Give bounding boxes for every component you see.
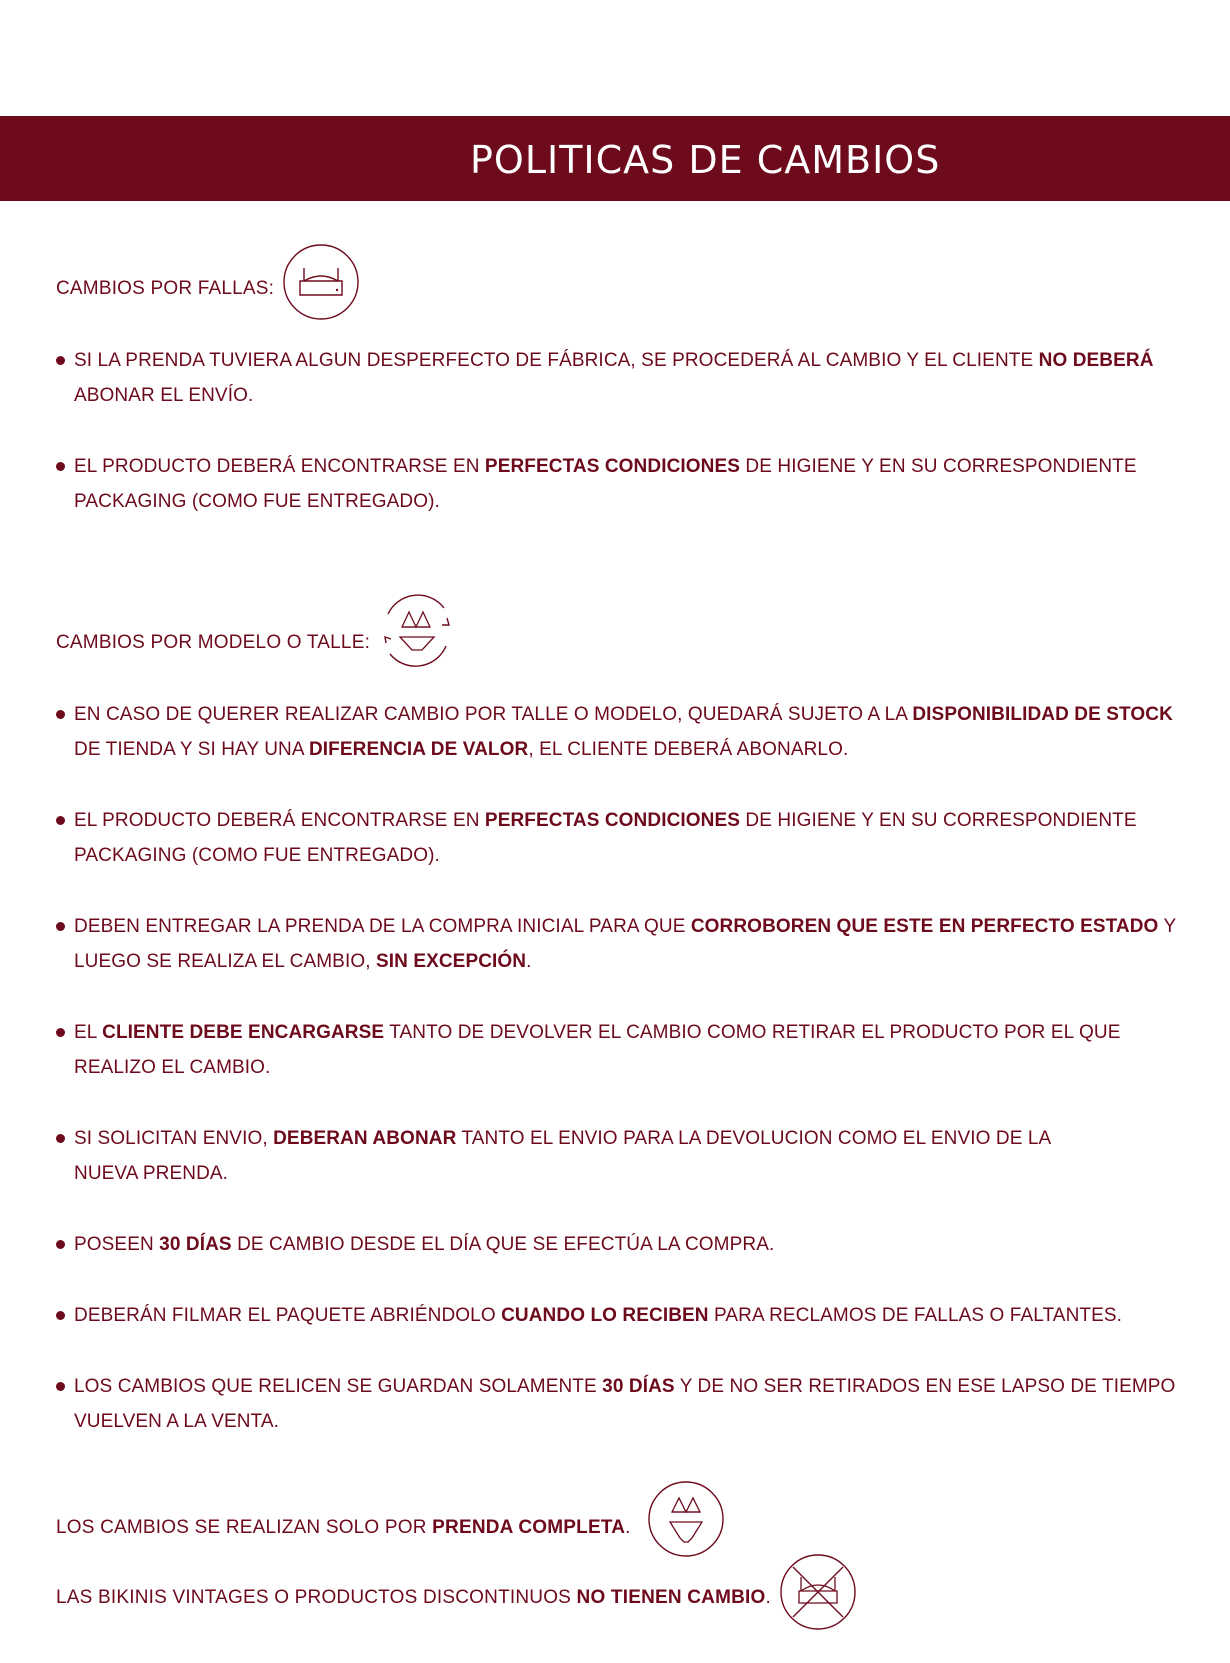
item-text: DE CAMBIO DESDE EL DÍA QUE SE EFECTÚA LA COMPRA. xyxy=(231,1234,775,1255)
list-item xyxy=(56,1369,1186,1439)
item-text: SI SOLICITAN ENVIO, xyxy=(74,1128,274,1149)
note-text: . xyxy=(625,1517,631,1538)
item-text: Y LUEGO SE REALIZA EL CAMBIO, xyxy=(74,916,1176,972)
item-text: TANTO DE DEVOLVER EL CAMBIO COMO RETIRAR EL PRODUCTO POR EL QUE REALIZO EL CAMBIO. xyxy=(74,1022,1121,1078)
bullet-icon xyxy=(56,710,65,719)
item-text: DEBEN ENTREGAR LA PRENDA DE LA COMPRA INICIAL PARA QUE xyxy=(74,916,691,937)
section-heading-modelo: CAMBIOS POR MODELO O TALLE: xyxy=(56,632,371,653)
list-item xyxy=(56,1015,1186,1085)
item-emphasis: NO DEBERÁ xyxy=(1038,350,1154,371)
list-item xyxy=(56,803,1186,873)
footer-note xyxy=(56,1517,631,1539)
item-text: SI LA PRENDA TUVIERA ALGUN DESPERFECTO DE FÁBRICA, SE PROCEDERÁ AL CAMBIO Y EL CLIENTE xyxy=(74,350,1039,371)
item-emphasis: DEBERAN ABONAR xyxy=(273,1128,457,1149)
item-text: EL xyxy=(74,1022,103,1043)
bra-top-icon xyxy=(282,243,360,321)
item-text: POSEEN xyxy=(74,1234,160,1255)
bullet-icon xyxy=(56,1028,65,1037)
item-emphasis: SIN EXCEPCIÓN xyxy=(375,951,527,972)
item-text: DE HIGIENE Y EN SU CORRESPONDIENTE PACKAGING (COMO FUE ENTREGADO). xyxy=(74,810,1137,866)
footer-note xyxy=(56,1587,771,1609)
item-text: , EL CLIENTE DEBERÁ ABONARLO. xyxy=(528,739,849,760)
bullet-icon xyxy=(56,1311,65,1320)
title-banner xyxy=(0,116,1230,201)
list-item xyxy=(56,1121,1116,1191)
note-emphasis: PRENDA COMPLETA xyxy=(432,1517,626,1538)
section-heading-fallas: CAMBIOS POR FALLAS: xyxy=(56,278,275,299)
list-item xyxy=(56,343,1186,413)
bullet-icon xyxy=(56,1240,65,1249)
note-text: LOS CAMBIOS SE REALIZAN SOLO POR xyxy=(56,1517,433,1538)
item-text: LOS CAMBIOS QUE RELICEN SE GUARDAN SOLAMENTE xyxy=(74,1376,603,1397)
bullet-icon xyxy=(56,462,65,471)
item-text: TANTO EL ENVIO PARA LA DEVOLUCION COMO EL ENVIO DE LA NUEVA PRENDA. xyxy=(74,1128,1051,1184)
crossed-bra-icon xyxy=(779,1553,857,1631)
bullet-icon xyxy=(56,1382,65,1391)
item-text: . xyxy=(526,951,532,972)
item-text: PARA RECLAMOS DE FALLAS O FALTANTES. xyxy=(708,1305,1123,1326)
item-text: DE HIGIENE Y EN SU CORRESPONDIENTE PACKAGING (COMO FUE ENTREGADO). xyxy=(74,456,1137,512)
item-emphasis: CUANDO LO RECIBEN xyxy=(501,1305,709,1326)
item-emphasis: DISPONIBILIDAD DE STOCK xyxy=(912,704,1173,725)
list-item xyxy=(56,1227,1186,1262)
item-emphasis: PERFECTAS CONDICIONES xyxy=(484,810,741,831)
bikini-exchange-icon xyxy=(372,592,462,670)
note-emphasis: NO TIENEN CAMBIO xyxy=(576,1587,766,1608)
item-text: Y DE NO SER RETIRADOS EN ESE LAPSO DE TIEMPO VUELVEN A LA VENTA. xyxy=(74,1376,1176,1432)
item-text: DEBERÁN FILMAR EL PAQUETE ABRIÉNDOLO xyxy=(74,1305,502,1326)
item-emphasis: DIFERENCIA DE VALOR xyxy=(308,739,529,760)
list-item xyxy=(56,909,1186,979)
item-emphasis: PERFECTAS CONDICIONES xyxy=(484,456,741,477)
item-text: EN CASO DE QUERER REALIZAR CAMBIO POR TALLE O MODELO, QUEDARÁ SUJETO A LA xyxy=(74,704,913,725)
list-item xyxy=(56,1298,1186,1333)
item-emphasis: 30 DÍAS xyxy=(159,1234,232,1255)
item-emphasis: 30 DÍAS xyxy=(602,1376,675,1397)
page-title: POLITICAS DE CAMBIOS xyxy=(470,138,941,182)
note-text: . xyxy=(765,1587,771,1608)
item-text: EL PRODUCTO DEBERÁ ENCONTRARSE EN xyxy=(74,810,485,831)
item-emphasis: CLIENTE DEBE ENCARGARSE xyxy=(102,1022,385,1043)
bullet-icon xyxy=(56,356,65,365)
note-text: LAS BIKINIS VINTAGES O PRODUCTOS DISCONTINUOS xyxy=(56,1587,577,1608)
list-item xyxy=(56,697,1186,767)
bullet-icon xyxy=(56,922,65,931)
bullet-icon xyxy=(56,816,65,825)
item-text: ABONAR EL ENVÍO. xyxy=(74,385,254,406)
list-item xyxy=(56,449,1186,519)
bullet-icon xyxy=(56,1134,65,1143)
bikini-set-icon xyxy=(647,1480,725,1558)
item-text: EL PRODUCTO DEBERÁ ENCONTRARSE EN xyxy=(74,456,485,477)
item-text: DE TIENDA Y SI HAY UNA xyxy=(74,739,309,760)
item-emphasis: CORROBOREN QUE ESTE EN PERFECTO ESTADO xyxy=(690,916,1159,937)
